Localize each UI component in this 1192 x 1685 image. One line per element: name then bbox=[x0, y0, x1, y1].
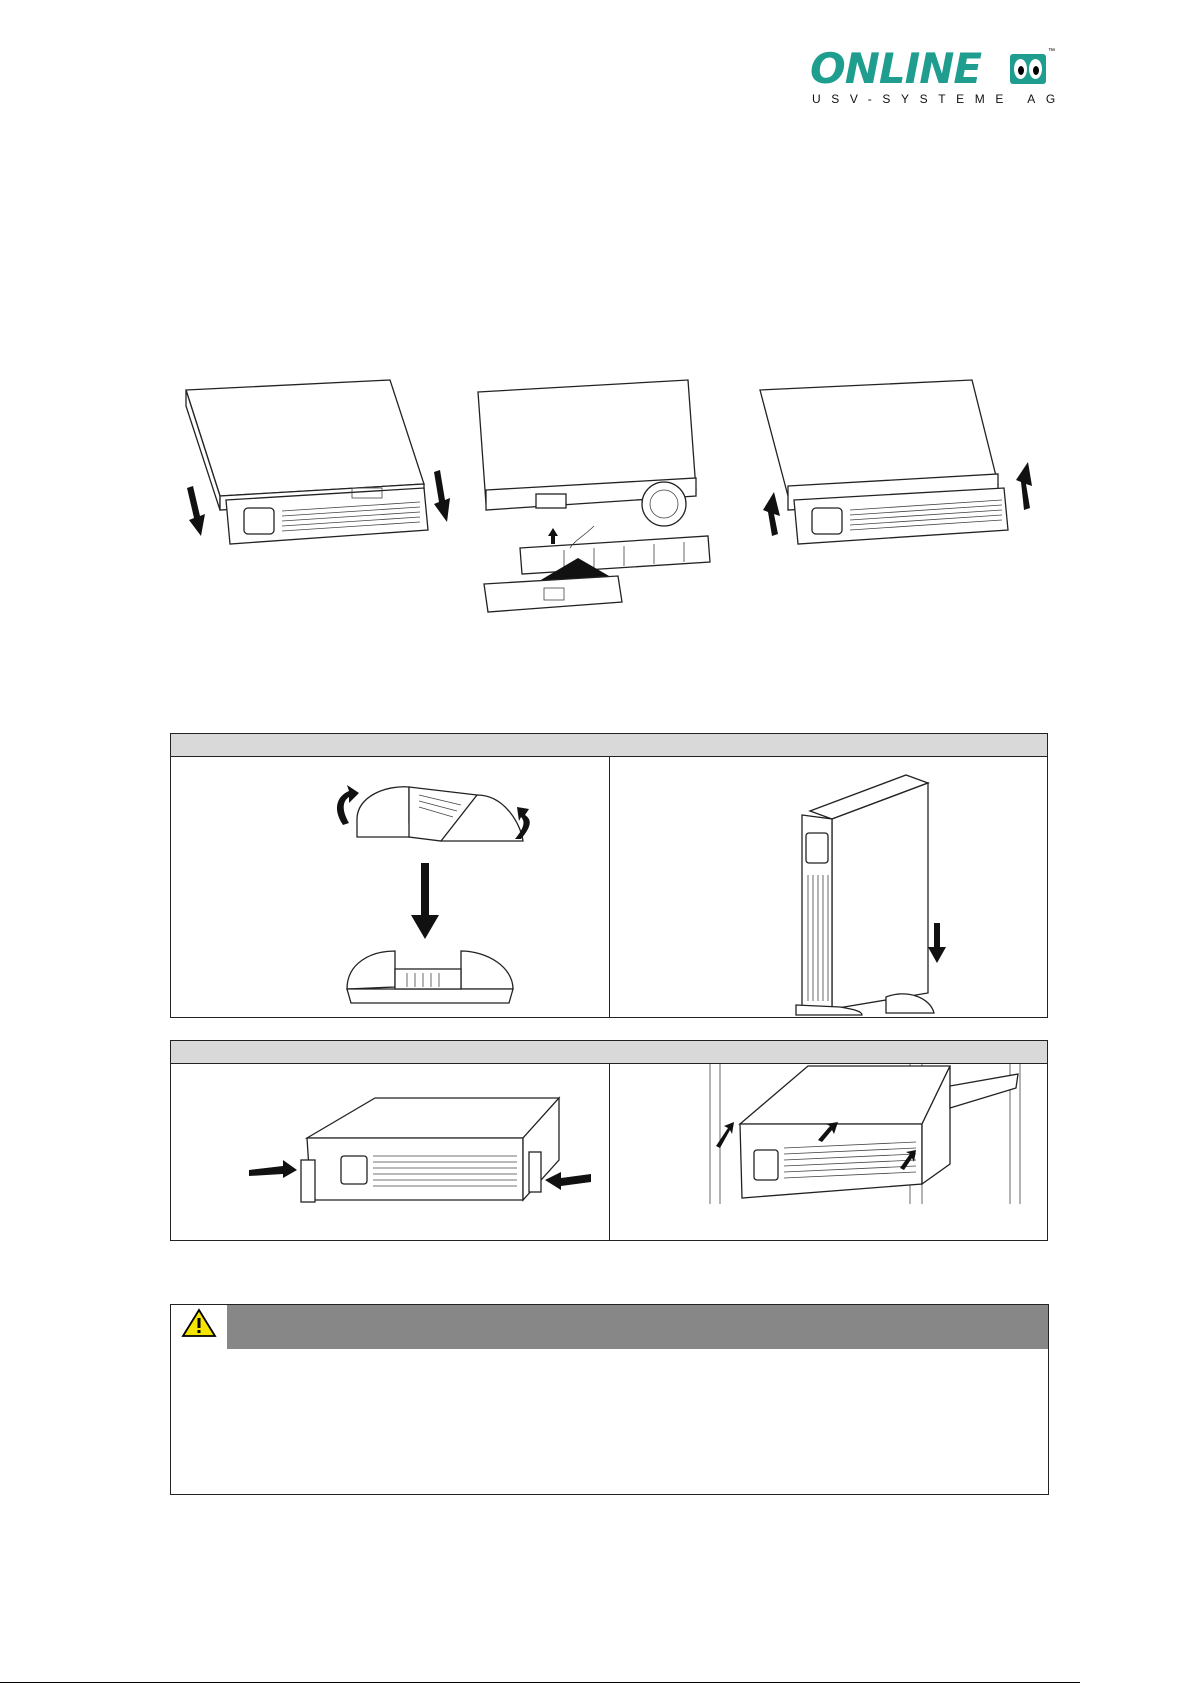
page-footer-rule bbox=[0, 1682, 1080, 1683]
company-logo bbox=[810, 44, 1066, 112]
logo-eyes-icon bbox=[1010, 54, 1046, 84]
battery-connection-illustration bbox=[474, 376, 744, 626]
ups-tower-on-stand-illustration bbox=[610, 757, 1049, 1018]
rack-panel-header bbox=[171, 1041, 1047, 1064]
tower-on-stand-cell bbox=[610, 757, 1049, 1018]
front-panel-reattach-illustration bbox=[758, 376, 1058, 552]
rack-ears-mounting-illustration bbox=[171, 1064, 610, 1241]
warning-box bbox=[170, 1304, 1049, 1495]
logo-trademark: ™ bbox=[1048, 48, 1055, 55]
warning-triangle-icon bbox=[181, 1308, 217, 1338]
tower-installation-panel bbox=[170, 733, 1048, 1018]
rack-ears-cell bbox=[171, 1064, 610, 1241]
front-panel-removal-illustration bbox=[172, 376, 462, 552]
rack-installation-panel bbox=[170, 1040, 1048, 1241]
tower-stand-assembly-illustration bbox=[171, 757, 610, 1018]
tower-panel-header bbox=[171, 734, 1047, 757]
warning-header-bar bbox=[227, 1305, 1048, 1349]
tower-stand-assembly-cell bbox=[171, 757, 610, 1018]
rack-installation-cell bbox=[610, 1064, 1049, 1241]
ups-rack-installation-illustration bbox=[610, 1064, 1049, 1241]
logo-wordmark: ONLINE bbox=[810, 44, 982, 93]
logo-subtitle: USV-SYSTEME AG bbox=[812, 92, 1066, 106]
